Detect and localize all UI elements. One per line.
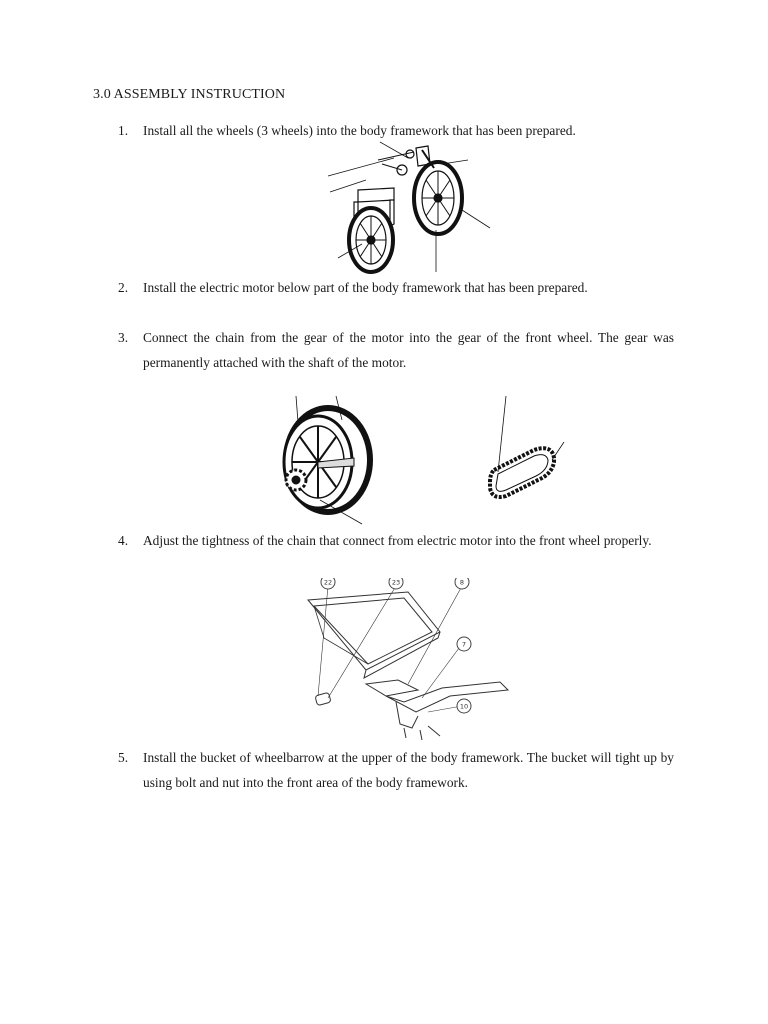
step-text: Install the bucket of wheelbarrow at the upper of the body framework. The bucket will tight up by using bolt and nut into the front area of the body framework.	[143, 750, 674, 790]
step-number: 3.	[118, 330, 129, 345]
step-number: 5.	[118, 750, 129, 765]
bucket	[308, 592, 440, 678]
callout-label: 22	[323, 578, 333, 587]
step-number: 4.	[118, 533, 129, 548]
figure-caster-wheels	[318, 140, 494, 274]
bolt-parts	[378, 150, 414, 175]
left-caster-wheel	[349, 188, 394, 272]
step-number: 2.	[118, 280, 129, 295]
step-text: Adjust the tightness of the chain that connect from electric motor into the front wheel properly.	[143, 533, 652, 548]
figure-bucket-assembly	[300, 578, 514, 744]
callout-label: 7	[461, 640, 467, 649]
step-text: Install all the wheels (3 wheels) into the body framework that has been prepared.	[143, 123, 576, 138]
step-4	[118, 528, 674, 553]
callout-label: 8	[459, 578, 465, 587]
callout-label: 23	[391, 578, 401, 587]
callout-label: 10	[459, 702, 469, 711]
step-5	[118, 745, 674, 795]
figure-wheel-and-chain	[258, 392, 568, 526]
step-number: 1.	[118, 123, 129, 138]
front-wheel-with-gear	[284, 408, 370, 512]
step-2	[118, 275, 674, 300]
frame-parts	[315, 680, 508, 740]
section-heading: 3.0 ASSEMBLY INSTRUCTION	[93, 87, 286, 102]
step-text: Install the electric motor below part of the body framework that has been prepared.	[143, 280, 588, 295]
step-text: Connect the chain from the gear of the motor into the gear of the front wheel. The gear was permanently attached with the shaft of the motor.	[143, 330, 674, 370]
step-3	[118, 325, 674, 375]
right-caster-wheel	[414, 146, 462, 234]
